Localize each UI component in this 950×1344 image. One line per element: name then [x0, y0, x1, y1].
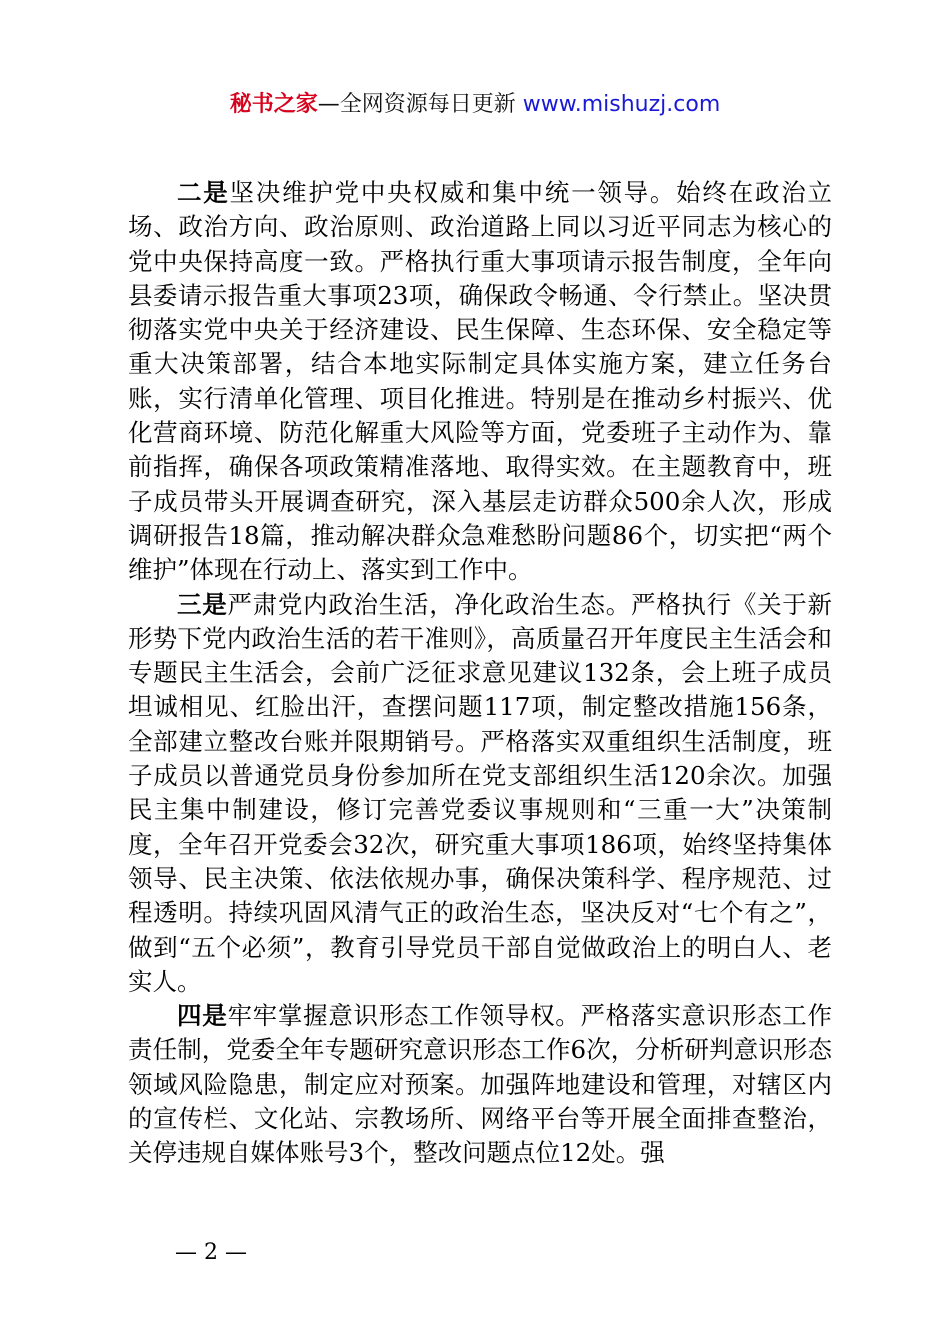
paragraph-two — [128, 176, 832, 588]
site-brand: 秘书之家 — [229, 92, 318, 117]
site-url-link[interactable]: www.mishuzj.com — [522, 92, 721, 117]
paragraph-four — [128, 999, 832, 1170]
paragraph-lead: 四是 — [177, 1001, 228, 1031]
paragraph-text: 坚决维护党中央权威和集中统一领导。始终在政治立场、政治方向、政治原则、政治道路上同以习近平同志为核心的党中央保持高度一致。严格执行重大事项请示报告制度，全年向县委请示报告重大事项23项，确保政令畅通、令行禁止。坚决贯彻落实党中央关于经济建设、民生保障、生态环保、安全稳定等重大决策部署，结合本地实际制定具体实施方案，建立任务台账，实行清单化管理、项目化推进。特别是在推动乡村振兴、优化营商环境、防范化解重大风险等方面，党委班子主动作为、靠前指挥，确保各项政策精准落地、取得实效。在主题教育中，班子成员带头开展调查研究，深入基层走访群众500余人次，形成调研报告18篇，推动解决群众急难愁盼问题86个，切实把“两个维护”体现在行动上、落实到工作中。 — [128, 178, 833, 585]
paragraph-text: 严肃党内政治生活，净化政治生态。严格执行《关于新形势下党内政治生活的若干准则》，高质量召开年度民主生活会和专题民主生活会，会前广泛征求意见建议132条，会上班子成员坦诚相见、红脸出汗，查摆问题117项，制定整改措施156条，全部建立整改台账并限期销号。严格落实双重组织生活制度，班子成员以普通党员身份参加所在党支部组织生活120余次。加强民主集中制建设，修订完善党委议事规则和“三重一大”决策制度，全年召开党委会32次，研究重大事项186项，始终坚持集体领导、民主决策、依法依规办事，确保决策科学、程序规范、过程透明。持续巩固风清气正的政治生态，坚决反对“七个有之”，做到“五个必须”，教育引导党员干部自觉做政治上的明白人、老实人。 — [128, 589, 833, 996]
paragraph-lead: 三是 — [177, 589, 228, 619]
site-tagline: —全网资源每日更新 — [317, 92, 523, 117]
document-body — [128, 176, 832, 1171]
site-header — [0, 88, 950, 122]
paragraph-lead: 二是 — [177, 178, 230, 207]
paragraph-text: 牢牢掌握意识形态工作领导权。严格落实意识形态工作责任制，党委全年专题研究意识形态工作6次，分析研判意识形态领域风险隐患，制定应对预案。加强阵地建设和管理，对辖区内的宣传栏、文化站、宗教场所、网络平台等开展全面排查整治，关停违规自媒体账号3个，整改问题点位12处。强 — [128, 1001, 833, 1168]
paragraph-three — [128, 588, 832, 1000]
page-number: — 2 — — [175, 1240, 247, 1265]
